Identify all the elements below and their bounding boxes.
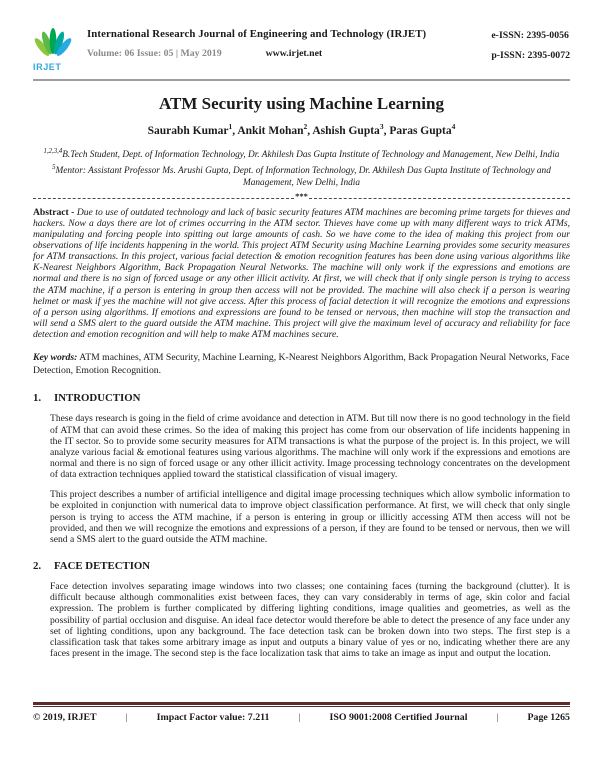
header-divider	[33, 79, 570, 81]
footer-rule-thick	[33, 702, 570, 705]
section-heading	[33, 392, 570, 404]
section-number: 2.	[33, 560, 42, 573]
affiliation-line: $^{1,2,3,4}$B.Tech Student, Dept. of Information Technology, Dr. Akhilesh Das Gupta Institute of Technology and Management, New Delhi, India	[43, 147, 560, 160]
volume-issue: Volume: 06 Issue: 05 | May 2019	[87, 48, 222, 60]
author-name: Ankit Mohan	[237, 124, 304, 137]
footer-row	[33, 712, 570, 723]
author-sup: 2	[303, 122, 308, 131]
section-heading	[33, 560, 570, 572]
abstract-text: Due to use of outdated technology and lack of basic security features ATM machines are becoming prime targets for thieves and hackers. Now a days there are lot of crimes occurring in the ATM sector. Thieves have come up with many different ways to trick ATMs, manipulating and forcing people into spitting out large amounts of cash. So we have come to the idea of making this project from our observations of life incidents happening in the world. This project ATM Security using Machine Learning provides some security measures for ATM transactions. In this project, various facial detection & emotion recognition features has been done using various algorithms like K-Nearest Neighbors Algorithm, Back Propagation Neural Networks. The machine will only work if the expressions and emotions are normal and there is no sign of forced usage or any other illicit activity. At first, we will check that if only single person is trying to access the ATM machine, if a person is entering in group then access will not be provided. The machine will also check if a person is wearing helmet or mask if yes the machine will not give access. After this process of facial detection it will recognize the emotions and expressions of a person using algorithms. If emotions and expressions are found to be tensed or nervous, then machine will stop the transaction and will send a SMS alert to the guard outside the ATM machine. This project will give the maximum level of accuracy and reliability for face detection and emotion recognition and will help to make ATM machines secure.	[33, 206, 570, 341]
header-center	[79, 28, 491, 59]
author-line: Saurabh Kumar$^1$, Ankit Mohan$^2$, Ashish Gupta$^3$, Paras Gupta$^4$	[147, 122, 456, 137]
section-paragraph: Face detection involves separating image windows into two classes; one containing faces (turning the background (clutter). It is difficult because although commonalities exist between faces, they can vary considerably in terms of age, skin color and facial expression. The problem is further complicated by differing lighting conditions, image qualities and geometries, as well as the possibility of partial occlusion and disguise. An ideal face detector would therefore be able to detect the presence of any face under any set of lighting conditions, upon any background. The face detection task can be broken down into two steps. The first step is a classification task that takes some arbitrary image as input and outputs a binary value of yes or no, indicating whether there are any faces present in the image. The second step is the face localization task that aims to take an image as input and output the location.	[50, 581, 570, 660]
separator-stars: ***	[295, 191, 308, 202]
header-row2	[87, 48, 491, 59]
section-separator	[33, 193, 570, 204]
abstract-label: Abstract -	[33, 206, 75, 218]
page-footer	[33, 702, 570, 723]
section-title: FACE DETECTION	[54, 560, 151, 573]
keywords-label: Key words:	[33, 352, 78, 364]
author-sup: 1	[228, 122, 233, 131]
affiliations	[39, 146, 564, 190]
author-sup: 3	[379, 122, 384, 131]
irjet-logo	[33, 28, 79, 72]
section-title: INTRODUCTION	[54, 392, 141, 405]
leaf-logo-icon	[33, 28, 73, 64]
footer-pipe: |	[125, 712, 128, 723]
journal-name: International Research Journal of Engineering and Technology (IRJET)	[87, 28, 427, 40]
section-number: 1.	[33, 392, 42, 405]
affiliation-line: $^5$Mentor: Assistant Professor Ms. Arushi Gupta, Dept. of Information Technology, Dr. Akhilesh Das Gupta Institute of Technology and Management, New Delhi, India	[52, 163, 551, 189]
footer-pipe: |	[298, 712, 301, 723]
keywords-text: ATM machines, ATM Security, Machine Learning, K-Nearest Neighbors Algorithm, Back Propagation Neural Networks, Face Detection, Emotion Recognition.	[33, 352, 570, 376]
keywords-paragraph	[33, 352, 570, 377]
footer-impact-factor: Impact Factor value: 7.211	[156, 712, 270, 723]
section-paragraph: This project describes a number of artificial intelligence and digital image processing techniques which allow symbolic information to be exploited in conjunction with numerical data to improve object classification performance. At first, we will check that only single person is trying to access the ATM machine, if a person is entering in group or illicitly accessing ATM then access will not be provided, and then we will recognize the emotions and expressions of a person, if they are found to be tensed or nervous, then we will send a SMS alert to the guard outside the ATM machine.	[50, 489, 570, 545]
footer-page-number: Page 1265	[527, 712, 570, 723]
abstract-paragraph	[33, 207, 570, 341]
footer-copyright: © 2019, IRJET	[33, 712, 97, 723]
journal-website: www.irjet.net	[265, 48, 323, 60]
sections	[33, 392, 570, 659]
issn-block	[491, 30, 570, 61]
footer-rule-thin	[33, 706, 570, 707]
author-name: Paras Gupta	[389, 124, 452, 137]
footer-certification: ISO 9001:2008 Certified Journal	[329, 712, 468, 723]
p-issn: p-ISSN: 2395-0072	[491, 50, 570, 61]
journal-header	[33, 28, 570, 72]
author-sup: 4	[451, 122, 456, 131]
footer-pipe: |	[496, 712, 499, 723]
logo-wordmark: IRJET	[33, 62, 62, 72]
dash-line-left	[33, 198, 294, 199]
author-name: Saurabh Kumar	[147, 124, 229, 137]
section-paragraph: These days research is going in the field of crime avoidance and detection in ATM. But till now there is no good technology in the field of ATM that can avoid these crimes. So the idea of making this project has come from our observation of life incidents happening in the IT sector. So to provide some security measures for ATM transactions is what the purpose of the project is. In this project, we will analyze various facial & emotional features using various algorithms. The machine will only work if the expressions and emotions are normal and there is no sign of forced usage or any other illicit activity. Image processing technology concentrates on the development of data extraction techniques applied toward the statistical classification of visual imagery.	[50, 413, 570, 481]
dash-line-right	[309, 198, 570, 199]
e-issn: e-ISSN: 2395-0056	[491, 30, 569, 41]
paper-title: ATM Security using Machine Learning	[159, 94, 444, 113]
author-name: Ashish Gupta	[312, 124, 380, 137]
